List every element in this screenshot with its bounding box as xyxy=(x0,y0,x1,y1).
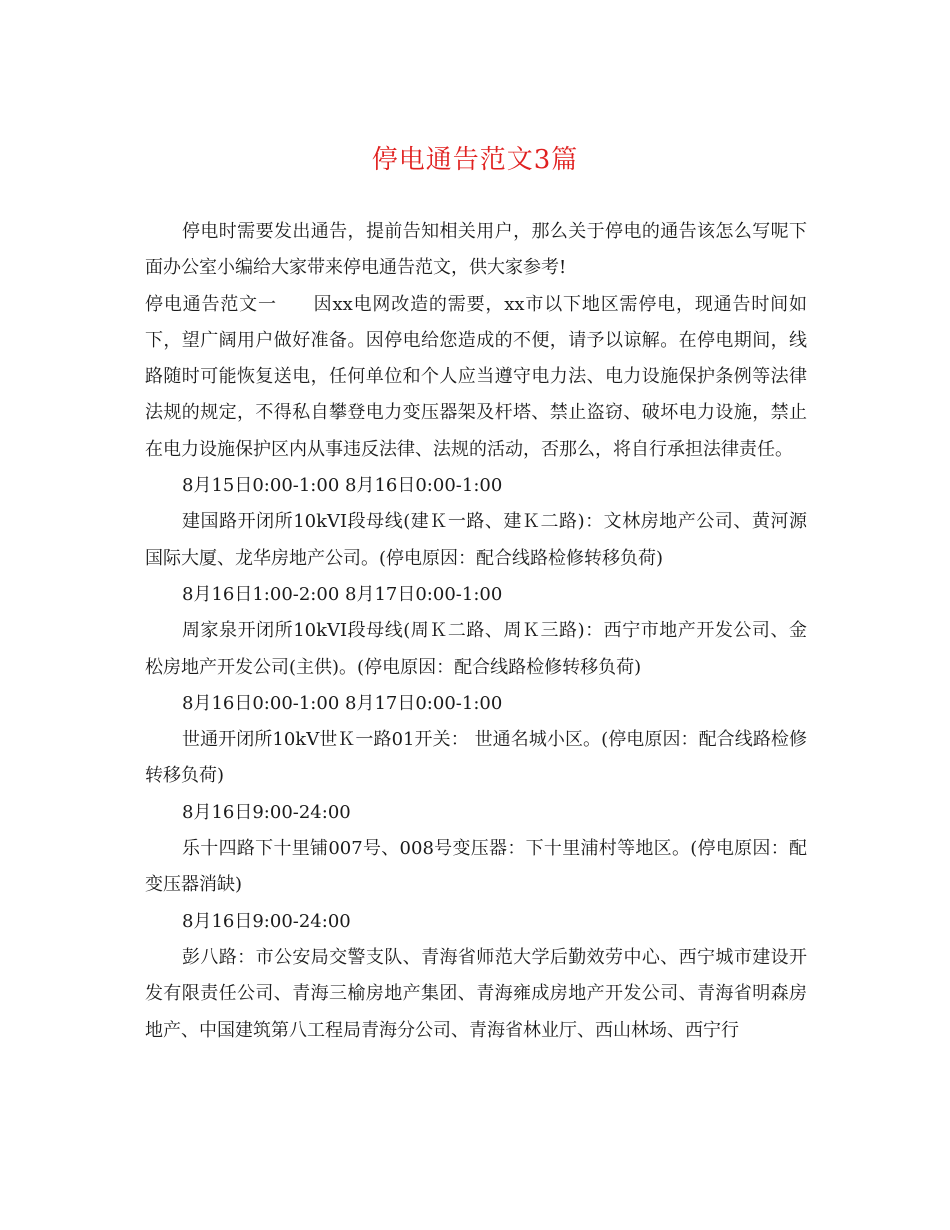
section-body: 因xx电网改造的需要，xx市以下地区需停电，现通告时间如下，望广阔用户做好准备。因停电给您造成的不便，请予以谅解。在停电期间，线路随时可能恢复送电，任何单位和个人应当遵守电力法、电力设施保护条例等法律法规的规定，不得私自攀登电力变压器架及杆塔、禁止盗窃、破坏电力设施，禁止在电力设施保护区内从事违反法律、法规的活动，否那么，将自行承担法律责任。 xyxy=(145,293,807,460)
intro-paragraph: 停电时需要发出通告，提前告知相关用户，那么关于停电的通告该怎么写呢下面办公室小编给大家带来停电通告范文，供大家参考! xyxy=(145,221,807,279)
outage-detail: 建国路开闭所10kVI段母线(建Ｋ一路、建Ｋ二路)：文林房地产公司、黄河源国际大厦、龙华房地产公司。(停电原因：配合线路检修转移负荷) xyxy=(145,511,807,569)
outage-detail: 世通开闭所10kV世Ｋ一路01开关： 世通名城小区。(停电原因：配合线路检修转移负荷) xyxy=(145,729,807,787)
section-one-paragraph xyxy=(145,287,807,468)
section-heading: 停电通告范文一 xyxy=(145,293,277,315)
outage-detail: 周家泉开闭所10kVI段母线(周Ｋ二路、周Ｋ三路)：西宁市地产开发公司、金松房地产开发公司(主供)。(停电原因：配合线路检修转移负荷) xyxy=(145,620,807,678)
outage-time: 8月16日9:00-24:00 xyxy=(182,910,351,932)
outage-time: 8月16日9:00-24:00 xyxy=(182,801,351,823)
page-title: 停电通告范文3篇 xyxy=(371,145,579,175)
outage-detail: 乐十四路下十里铺007号、008号变压器：下十里浦村等地区。(停电原因：配变压器消缺) xyxy=(145,838,807,896)
outage-time: 8月15日0:00-1:00 8月16日0:00-1:00 xyxy=(182,475,503,497)
outage-time: 8月16日1:00-2:00 8月17日0:00-1:00 xyxy=(182,583,503,605)
document-body xyxy=(145,214,807,1049)
outage-time: 8月16日0:00-1:00 8月17日0:00-1:00 xyxy=(182,692,503,714)
outage-detail: 彭八路：市公安局交警支队、青海省师范大学后勤效劳中心、西宁城市建设开发有限责任公司、青海三榆房地产集团、青海雍成房地产开发公司、青海省明森房地产、中国建筑第八工程局青海分公司、青海省林业厅、西山林场、西宁行 xyxy=(145,946,807,1041)
